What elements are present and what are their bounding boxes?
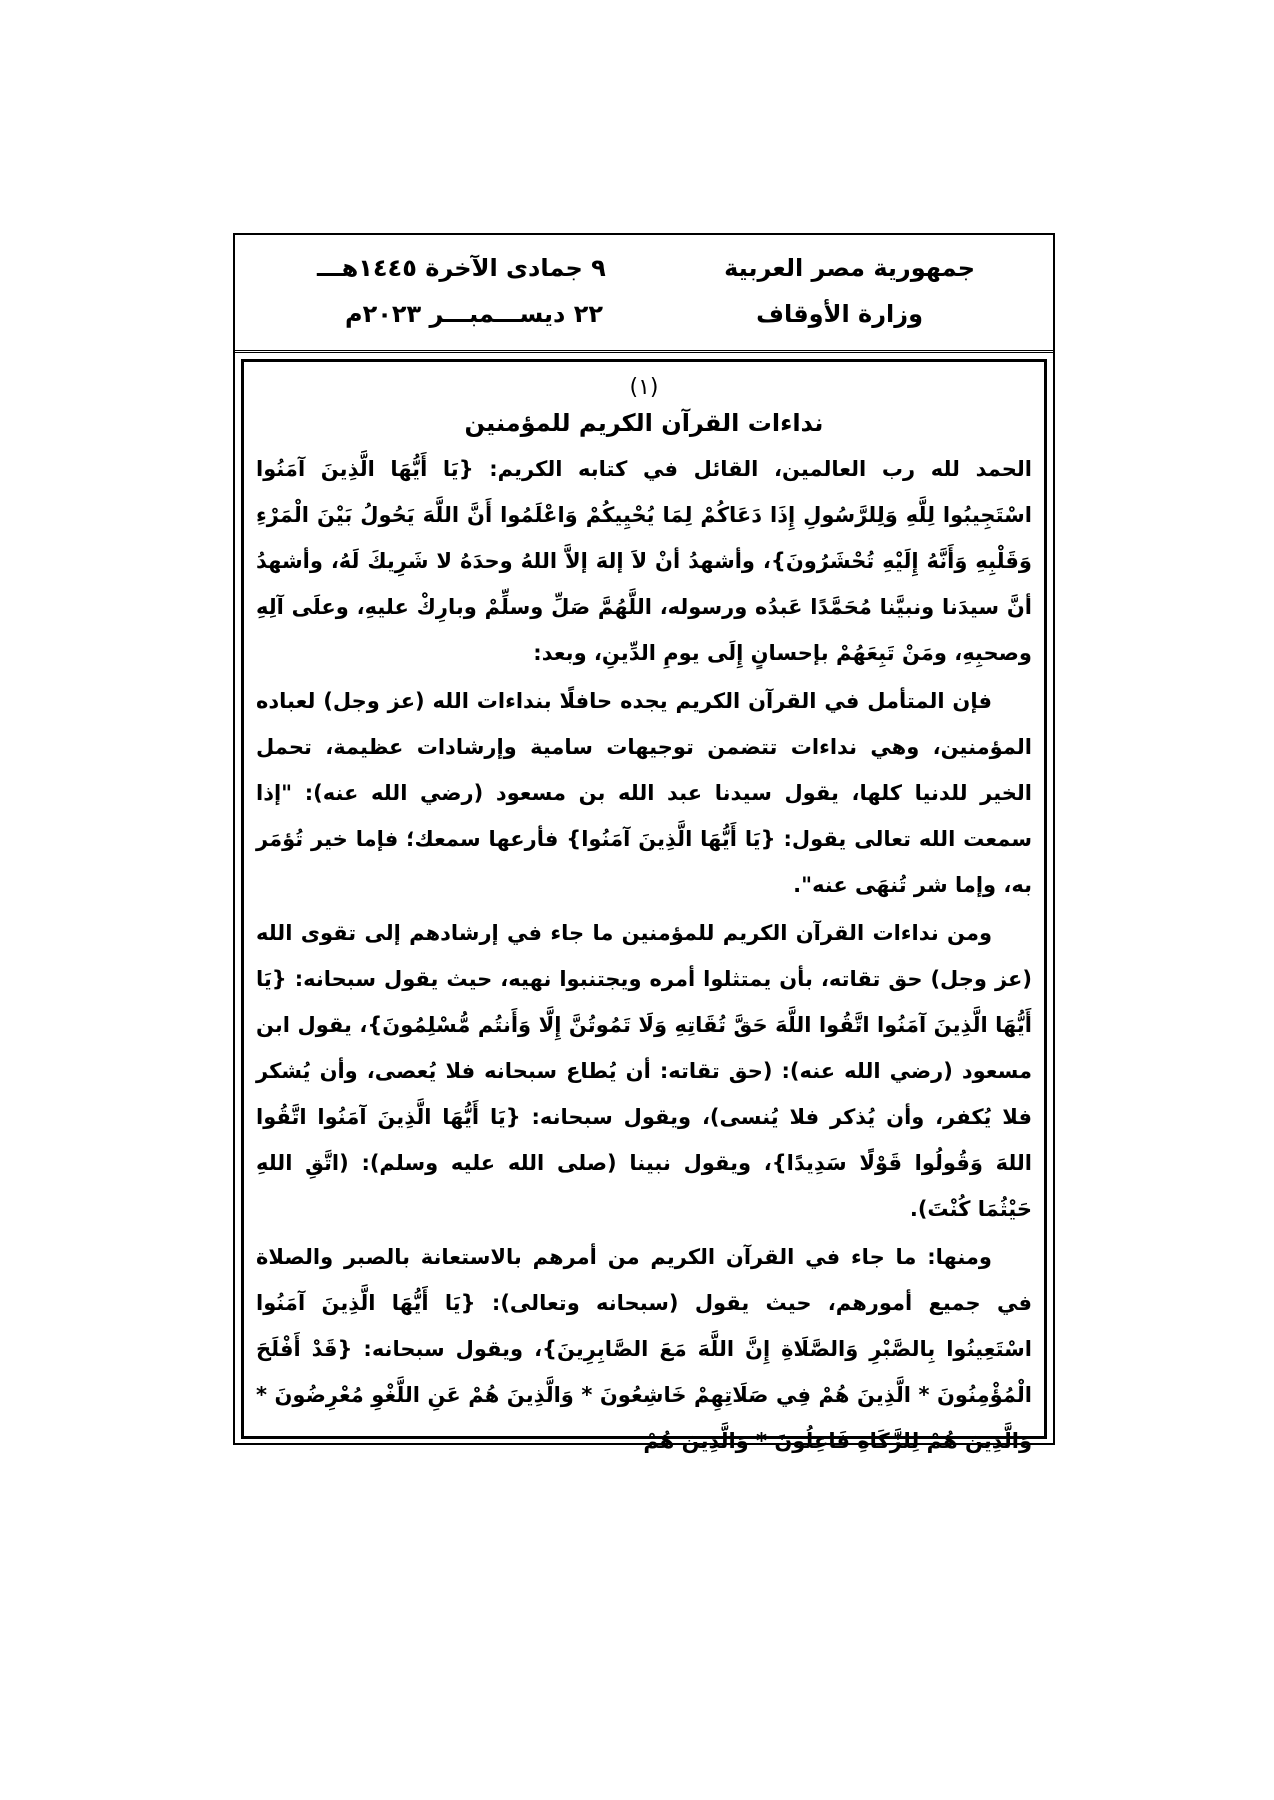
paragraph-3: ومن نداءات القرآن الكريم للمؤمنين ما جاء في إرشادهم إلى تقوى الله (عز وجل) حق تقاته، بأن يمتثلوا أمره ويجتنبوا نهيه، حيث يقول سبحانه: {يَا أَيُّهَا الَّذِينَ آمَنُوا اتَّقُوا اللَّهَ حَقَّ تُقَاتِهِ وَلَا تَمُوتُنَّ إِلَّا وَأَنتُم مُّسْلِمُونَ}، يقول ابن مسعود (رضي الله عنه): (حق تقاته: أن يُطاع سبحانه فلا يُعصى، وأن يُشكر فلا يُكفر، وأن يُذكر فلا يُنسى)، ويقول سبحانه: {يَا أَيُّهَا الَّذِينَ آمَنُوا اتَّقُوا اللهَ وَقُولُوا قَوْلًا سَدِيدًا}، ويقول نبينا (صلى الله عليه وسلم): (اتَّقِ اللهِ حَيْثُمَا كُنْتَ).: [256, 921, 1032, 1221]
letterhead: [235, 235, 1053, 353]
sermon-body: [241, 359, 1047, 1453]
hijri-date: ٩ جمادى الآخرة ١٤٤٥هـــ: [317, 254, 606, 282]
ministry-name: وزارة الأوقاف: [756, 300, 923, 328]
paragraph-1: الحمد لله رب العالمين، القائل في كتابه الكريم: {يَا أَيُّهَا الَّذِينَ آمَنُوا اسْتَجِيبُوا لِلَّهِ وَلِلرَّسُولِ إِذَا دَعَاكُمْ لِمَا يُحْيِيكُمْ وَاعْلَمُوا أَنَّ اللَّهَ يَحُولُ بَيْنَ الْمَرْءِ وَقَلْبِهِ وَأَنَّهُ إِلَيْهِ تُحْشَرُونَ}، وأشهدُ أنْ لاَ إلهَ إلاَّ اللهُ وحدَهُ لا شَرِيكَ لَهُ، وأشهدُ أنَّ سيدَنا ونبيَّنا مُحَمَّدًا عَبدُه ورسوله، اللَّهُمَّ صَلِّ وسلِّمْ وبارِكْ عليهِ، وعلَى آلِهِ وصحبِهِ، ومَنْ تَبِعَهُمْ بإحسانٍ إِلَى يومِ الدِّينِ، وبعد:: [256, 457, 1032, 665]
document-page: [233, 233, 1055, 1453]
country-name: جمهورية مصر العربية: [724, 254, 975, 282]
paragraph-4: ومنها: ما جاء في القرآن الكريم من أمرهم بالاستعانة بالصبر والصلاة في جميع أمورهم، حيث يقول (سبحانه وتعالى): {يَا أَيُّهَا الَّذِينَ آمَنُوا اسْتَعِينُوا بِالصَّبْرِ وَالصَّلَاةِ إِنَّ اللَّهَ مَعَ الصَّابِرِينَ}، ويقول سبحانه: {قَدْ أَفْلَحَ الْمُؤْمِنُونَ * الَّذِينَ هُمْ فِي صَلَاتِهِمْ خَاشِعُونَ * وَالَّذِينَ هُمْ عَنِ اللَّغْوِ مُعْرِضُونَ * وَالَّذِينَ هُمْ لِلزَّكَاةِ فَاعِلُونَ * وَالَّذِينَ هُمْ: [256, 1245, 1032, 1453]
paragraph-2: فإن المتأمل في القرآن الكريم يجده حافلًا بنداءات الله (عز وجل) لعباده المؤمنين، وهي نداءات تتضمن توجيهات سامية وإرشادات عظيمة، تحمل الخير للدنيا كلها، يقول سيدنا عبد الله بن مسعود (رضي الله عنه): "إذا سمعت الله تعالى يقول: {يَا أَيُّهَا الَّذِينَ آمَنُوا} فأرعها سمعك؛ فإما خير تُؤمَر به، وإما شر تُنهَى عنه".: [256, 689, 1032, 897]
sermon-number: (١): [629, 375, 659, 400]
sermon-title: نداءات القرآن الكريم للمؤمنين: [464, 409, 824, 437]
gregorian-date: ٢٢ ديســـمبـــر ٢٠٢٣م: [345, 300, 603, 328]
